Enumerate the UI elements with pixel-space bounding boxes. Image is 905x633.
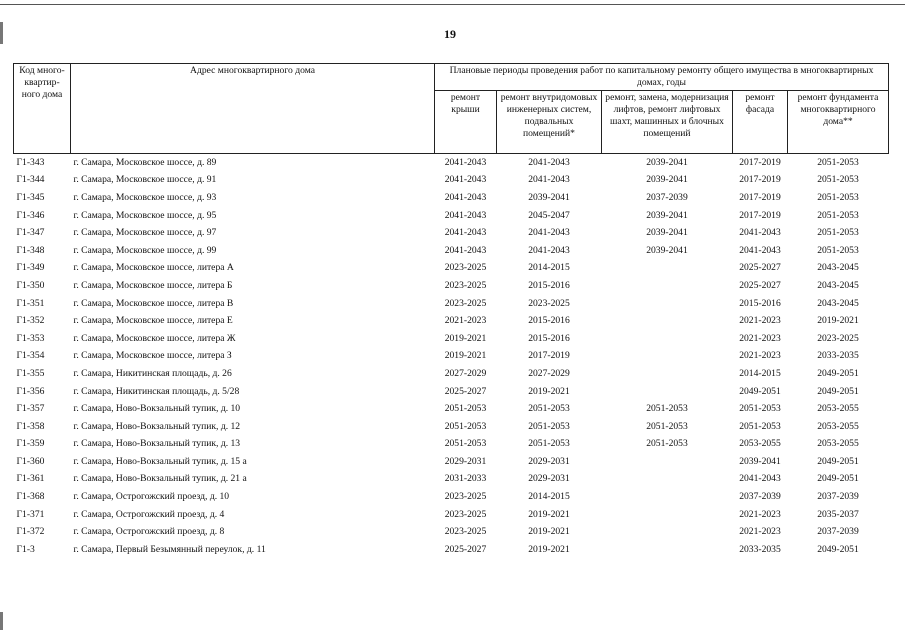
scan-mark <box>0 22 3 44</box>
cell-engineering: 2017-2019 <box>528 350 570 362</box>
cell-address: г. Самара, Московское шоссе, д. 91 <box>73 174 217 186</box>
cell-foundation: 2053-2055 <box>817 438 859 450</box>
table-row <box>14 365 889 383</box>
cell-engineering: 2039-2041 <box>528 191 570 203</box>
table-row <box>14 418 889 436</box>
header-engineering: ремонт внутридомовых инженерных систем, подвальных помещений* <box>497 91 602 154</box>
cell-address: г. Самара, Ново-Вокзальный тупик, д. 21 а <box>73 473 247 485</box>
cell-roof: 2023-2025 <box>444 508 487 520</box>
cell-foundation: 2051-2053 <box>817 244 859 256</box>
cell-facade: 2041-2043 <box>739 244 781 256</box>
cell-facade: 2017-2019 <box>739 174 781 186</box>
cell-lifts <box>602 277 733 295</box>
cell-engineering: 2041-2043 <box>528 227 570 239</box>
cell-foundation: 2043-2045 <box>817 262 859 274</box>
cell-address: г. Самара, Московское шоссе, д. 89 <box>73 156 217 168</box>
cell-address: г. Самара, Острогожский проезд, д. 10 <box>73 491 230 503</box>
cell-foundation: 2051-2053 <box>817 209 859 221</box>
table-row <box>14 453 889 471</box>
header-foundation: ремонт фундамента многоквартирного дома** <box>788 91 889 154</box>
table-row <box>14 189 889 207</box>
cell-facade: 2041-2043 <box>739 227 781 239</box>
top-rule <box>0 4 905 5</box>
cell-lifts <box>602 365 733 383</box>
cell-roof: 2051-2053 <box>444 403 487 415</box>
cell-code: Г1-348 <box>16 244 45 256</box>
cell-facade: 2037-2039 <box>739 491 781 503</box>
cell-roof: 2051-2053 <box>444 420 487 432</box>
cell-lifts <box>602 471 733 489</box>
cell-foundation: 2049-2051 <box>817 543 859 555</box>
cell-foundation: 2033-2035 <box>817 350 859 362</box>
cell-foundation: 2051-2053 <box>817 174 859 186</box>
cell-code: Г1-347 <box>16 227 45 239</box>
cell-code: Г1-355 <box>16 367 45 379</box>
cell-lifts: 2039-2041 <box>646 244 688 256</box>
table-row <box>14 436 889 454</box>
table-row <box>14 471 889 489</box>
cell-roof: 2051-2053 <box>444 438 487 450</box>
cell-foundation: 2043-2045 <box>817 297 859 309</box>
cell-engineering: 2051-2053 <box>528 438 570 450</box>
table-row <box>14 506 889 524</box>
cell-engineering: 2029-2031 <box>528 473 570 485</box>
header-lifts: ремонт, замена, модернизация лифтов, ремонт лифтовых шахт, машинных и блочных помещений <box>602 91 733 154</box>
cell-engineering: 2041-2043 <box>528 174 570 186</box>
table-body <box>14 154 889 559</box>
cell-code: Г1-346 <box>16 209 45 221</box>
cell-facade: 2041-2043 <box>739 473 781 485</box>
cell-foundation: 2035-2037 <box>817 508 859 520</box>
cell-code: Г1-343 <box>16 156 45 168</box>
cell-roof: 2025-2027 <box>444 543 487 555</box>
cell-facade: 2021-2023 <box>739 350 781 362</box>
cell-foundation: 2049-2051 <box>817 385 859 397</box>
cell-code: Г1-372 <box>16 526 45 538</box>
table-row <box>14 488 889 506</box>
cell-engineering: 2015-2016 <box>528 279 570 291</box>
cell-facade: 2015-2016 <box>739 297 781 309</box>
header-code: Код много-квартир-ного дома <box>14 64 71 154</box>
cell-engineering: 2041-2043 <box>528 156 570 168</box>
cell-code: Г1-359 <box>16 438 45 450</box>
cell-facade: 2021-2023 <box>739 526 781 538</box>
cell-engineering: 2015-2016 <box>528 332 570 344</box>
cell-lifts <box>602 488 733 506</box>
cell-facade: 2017-2019 <box>739 209 781 221</box>
cell-engineering: 2023-2025 <box>528 297 570 309</box>
table-row <box>14 400 889 418</box>
cell-code: Г1-357 <box>16 403 45 415</box>
table-row <box>14 207 889 225</box>
capital-repair-table <box>13 63 889 559</box>
table-row <box>14 330 889 348</box>
cell-lifts <box>602 506 733 524</box>
cell-address: г. Самара, Московское шоссе, литера А <box>73 262 234 274</box>
cell-lifts <box>602 541 733 559</box>
cell-foundation: 2051-2053 <box>817 156 859 168</box>
cell-facade: 2051-2053 <box>739 420 781 432</box>
cell-foundation: 2049-2051 <box>817 473 859 485</box>
cell-address: г. Самара, Московское шоссе, литера В <box>73 297 234 309</box>
header-periods: Плановые периоды проведения работ по капитальному ремонту общего имущества в многоквартирных домах, годы <box>435 64 889 91</box>
cell-code: Г1-356 <box>16 385 45 397</box>
cell-address: г. Самара, Ново-Вокзальный тупик, д. 10 <box>73 403 241 415</box>
cell-lifts: 2039-2041 <box>646 156 688 168</box>
cell-code: Г1-351 <box>16 297 45 309</box>
cell-code: Г1-354 <box>16 350 45 362</box>
cell-lifts: 2051-2053 <box>646 438 688 450</box>
cell-address: г. Самара, Московское шоссе, д. 99 <box>73 244 217 256</box>
cell-lifts <box>602 312 733 330</box>
cell-address: г. Самара, Острогожский проезд, д. 4 <box>73 508 225 520</box>
cell-foundation: 2051-2053 <box>817 191 859 203</box>
cell-address: г. Самара, Московское шоссе, литера З <box>73 350 232 362</box>
cell-address: г. Самара, Никитинская площадь, д. 26 <box>73 367 232 379</box>
cell-code: Г1-344 <box>16 174 45 186</box>
cell-foundation: 2049-2051 <box>817 455 859 467</box>
cell-engineering: 2045-2047 <box>528 209 570 221</box>
header-address: Адрес многоквартирного дома <box>71 64 435 154</box>
cell-code: Г1-371 <box>16 508 45 520</box>
cell-foundation: 2019-2021 <box>817 315 859 327</box>
cell-roof: 2023-2025 <box>444 297 487 309</box>
table-row <box>14 172 889 190</box>
cell-facade: 2053-2055 <box>739 438 781 450</box>
cell-facade: 2021-2023 <box>739 315 781 327</box>
cell-code: Г1-358 <box>16 420 45 432</box>
cell-lifts <box>602 330 733 348</box>
cell-address: г. Самара, Никитинская площадь, д. 5/28 <box>73 385 240 397</box>
cell-roof: 2041-2043 <box>444 227 487 239</box>
cell-lifts: 2039-2041 <box>646 227 688 239</box>
cell-engineering: 2029-2031 <box>528 455 570 467</box>
table-row <box>14 242 889 260</box>
cell-code: Г1-361 <box>16 473 45 485</box>
cell-address: г. Самара, Московское шоссе, д. 97 <box>73 227 217 239</box>
cell-address: г. Самара, Ново-Вокзальный тупик, д. 15 а <box>73 455 247 467</box>
cell-foundation: 2043-2045 <box>817 279 859 291</box>
cell-roof: 2041-2043 <box>444 244 487 256</box>
cell-roof: 2023-2025 <box>444 491 487 503</box>
table-row <box>14 154 889 172</box>
cell-facade: 2039-2041 <box>739 455 781 467</box>
cell-roof: 2023-2025 <box>444 526 487 538</box>
cell-roof: 2041-2043 <box>444 156 487 168</box>
cell-engineering: 2019-2021 <box>528 508 570 520</box>
cell-lifts <box>602 453 733 471</box>
cell-code: Г1-3 <box>16 543 35 555</box>
cell-lifts <box>602 295 733 313</box>
cell-address: г. Самара, Ново-Вокзальный тупик, д. 12 <box>73 420 241 432</box>
cell-code: Г1-360 <box>16 455 45 467</box>
cell-engineering: 2015-2016 <box>528 315 570 327</box>
cell-engineering: 2014-2015 <box>528 262 570 274</box>
cell-facade: 2049-2051 <box>739 385 781 397</box>
table-row <box>14 260 889 278</box>
cell-facade: 2017-2019 <box>739 156 781 168</box>
cell-roof: 2019-2021 <box>444 332 487 344</box>
table-row <box>14 295 889 313</box>
cell-address: г. Самара, Московское шоссе, д. 95 <box>73 209 217 221</box>
header-roof: ремонт крыши <box>435 91 497 154</box>
cell-code: Г1-345 <box>16 191 45 203</box>
cell-facade: 2014-2015 <box>739 367 781 379</box>
cell-roof: 2025-2027 <box>444 385 487 397</box>
cell-address: г. Самара, Острогожский проезд, д. 8 <box>73 526 225 538</box>
cell-roof: 2031-2033 <box>444 473 487 485</box>
cell-roof: 2041-2043 <box>444 174 487 186</box>
page-number: 19 <box>444 27 456 41</box>
cell-engineering: 2019-2021 <box>528 385 570 397</box>
cell-lifts <box>602 383 733 401</box>
cell-lifts <box>602 260 733 278</box>
cell-engineering: 2014-2015 <box>528 491 570 503</box>
header-facade: ремонт фасада <box>733 91 788 154</box>
table-row <box>14 277 889 295</box>
scan-mark <box>0 612 3 630</box>
cell-roof: 2021-2023 <box>444 315 487 327</box>
cell-foundation: 2049-2051 <box>817 367 859 379</box>
cell-roof: 2023-2025 <box>444 262 487 274</box>
cell-foundation: 2053-2055 <box>817 420 859 432</box>
cell-address: г. Самара, Московское шоссе, д. 93 <box>73 191 217 203</box>
cell-foundation: 2037-2039 <box>817 491 859 503</box>
cell-address: г. Самара, Ново-Вокзальный тупик, д. 13 <box>73 438 241 450</box>
cell-lifts <box>602 523 733 541</box>
cell-roof: 2029-2031 <box>444 455 487 467</box>
cell-engineering: 2051-2053 <box>528 420 570 432</box>
cell-roof: 2027-2029 <box>444 367 487 379</box>
cell-lifts: 2037-2039 <box>646 191 688 203</box>
cell-roof: 2019-2021 <box>444 350 487 362</box>
cell-engineering: 2019-2021 <box>528 543 570 555</box>
cell-foundation: 2023-2025 <box>817 332 859 344</box>
cell-code: Г1-352 <box>16 315 45 327</box>
table-row <box>14 348 889 366</box>
cell-engineering: 2019-2021 <box>528 526 570 538</box>
cell-code: Г1-368 <box>16 491 45 503</box>
cell-roof: 2023-2025 <box>444 279 487 291</box>
cell-address: г. Самара, Московское шоссе, литера Б <box>73 279 233 291</box>
cell-roof: 2041-2043 <box>444 209 487 221</box>
cell-facade: 2033-2035 <box>739 543 781 555</box>
cell-facade: 2025-2027 <box>739 262 781 274</box>
cell-foundation: 2053-2055 <box>817 403 859 415</box>
cell-engineering: 2051-2053 <box>528 403 570 415</box>
cell-address: г. Самара, Первый Безымянный переулок, д. 11 <box>73 543 266 555</box>
cell-facade: 2021-2023 <box>739 332 781 344</box>
table-row <box>14 523 889 541</box>
cell-facade: 2021-2023 <box>739 508 781 520</box>
cell-lifts: 2051-2053 <box>646 420 688 432</box>
cell-foundation: 2037-2039 <box>817 526 859 538</box>
table-row <box>14 383 889 401</box>
cell-facade: 2017-2019 <box>739 191 781 203</box>
cell-lifts: 2039-2041 <box>646 209 688 221</box>
cell-engineering: 2041-2043 <box>528 244 570 256</box>
table-row <box>14 541 889 559</box>
cell-code: Г1-349 <box>16 262 45 274</box>
cell-lifts: 2051-2053 <box>646 403 688 415</box>
cell-code: Г1-350 <box>16 279 45 291</box>
cell-address: г. Самара, Московское шоссе, литера Ж <box>73 332 236 344</box>
cell-facade: 2051-2053 <box>739 403 781 415</box>
table-row <box>14 224 889 242</box>
cell-roof: 2041-2043 <box>444 191 487 203</box>
cell-lifts: 2039-2041 <box>646 174 688 186</box>
table-row <box>14 312 889 330</box>
cell-engineering: 2027-2029 <box>528 367 570 379</box>
cell-foundation: 2051-2053 <box>817 227 859 239</box>
cell-lifts <box>602 348 733 366</box>
cell-code: Г1-353 <box>16 332 45 344</box>
cell-facade: 2025-2027 <box>739 279 781 291</box>
cell-address: г. Самара, Московское шоссе, литера Е <box>73 315 233 327</box>
